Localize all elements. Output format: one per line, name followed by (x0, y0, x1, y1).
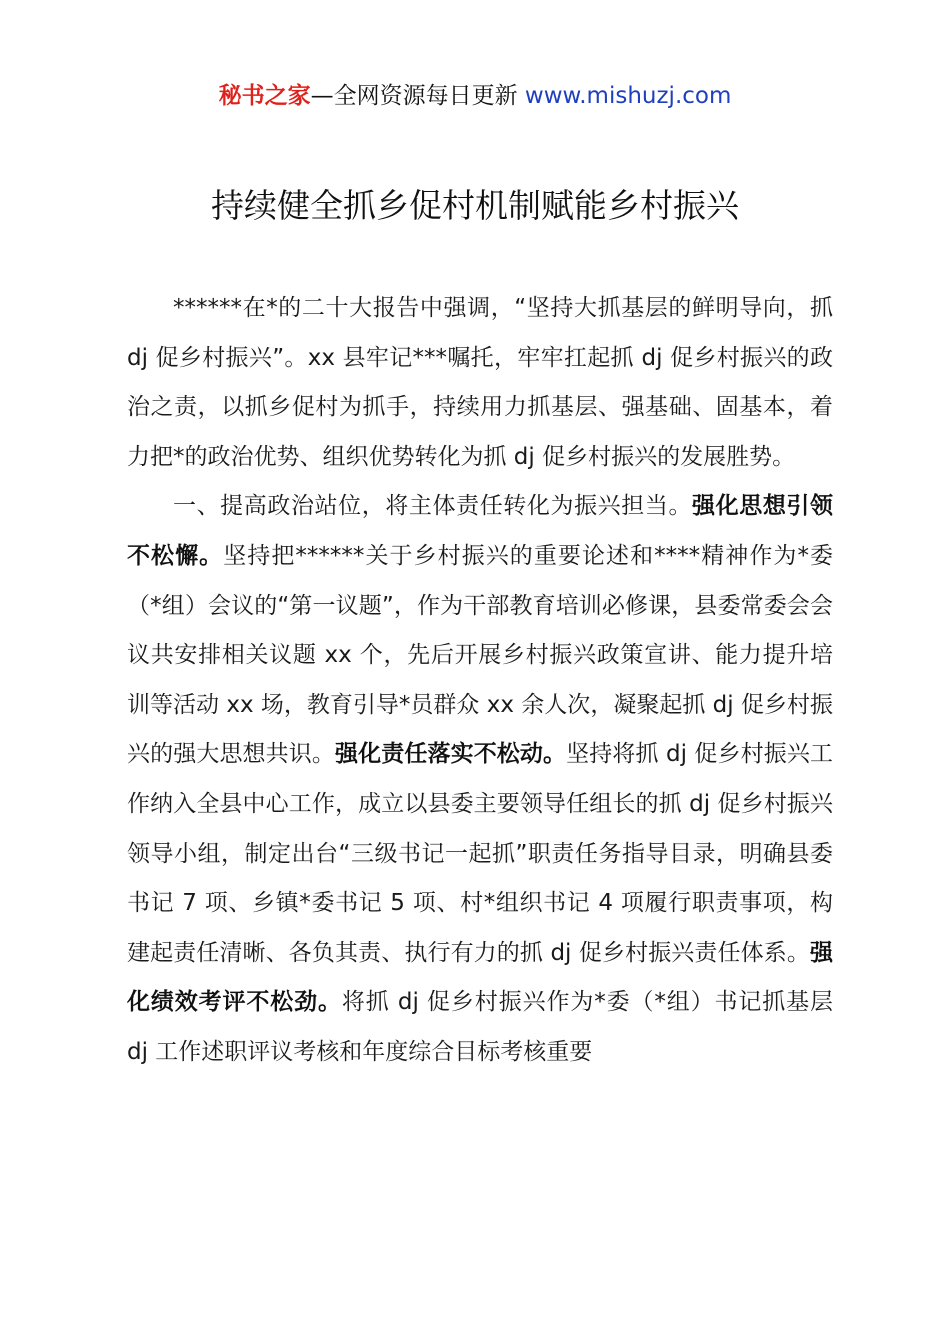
paragraph-text-segment: 坚持将抓 dj 促乡村振兴工作纳入全县中心工作，成立以县委主要领导任组长的抓 dj 促乡村振兴领导小组，制定出台“三级书记一起抓”职责任务指导目录，明确县委书记 7 项、乡镇*委书记 5 项、村*组织书记 4 项履行职责事项，构建起责任清晰、各负其责、执行有力的抓 dj 促乡村振兴责任体系。 (127, 741, 833, 966)
bold-subheading-thought-guidance: 强化思想引领不松懈。 (127, 493, 834, 569)
paragraph-text-segment: 将抓 dj 促乡村振兴作为*委（*组）书记抓基层 dj 工作述职评议考核和年度综合目标考核重要 (127, 989, 833, 1065)
site-brand-name: 秘书之家 (218, 83, 311, 109)
paragraph-section-one (127, 482, 833, 1077)
site-header-banner (0, 80, 950, 112)
bold-subheading-performance-evaluation: 强化绩效考评不松劲。 (127, 939, 833, 1016)
site-tagline: —全网资源每日更新 (310, 83, 525, 109)
document-body (127, 284, 833, 1078)
bold-subheading-responsibility: 强化责任落实不松动。 (335, 741, 567, 768)
section-heading-text: 一、提高政治站位，将主体责任转化为振兴担当。 (173, 493, 693, 520)
paragraph-intro: ******在*的二十大报告中强调，“坚持大抓基层的鲜明导向，抓 dj 促乡村振兴”。xx 县牢记***嘱托，牢牢扛起抓 dj 促乡村振兴的政治之责，以抓乡促村为抓手，持续用力抓基层、强基础、固基本，着力把*的政治优势、组织优势转化为抓 dj 促乡村振兴的发展胜势。 (127, 295, 833, 470)
site-url-link[interactable]: www.mishuzj.com (524, 83, 732, 109)
paragraph-text-segment: 坚持把******关于乡村振兴的重要论述和****精神作为*委（*组）会议的“第一议题”，作为干部教育培训必修课，县委常委会会议共安排相关议题 xx 个，先后开展乡村振兴政策宣讲、能力提升培训等活动 xx 场，教育引导*员群众 xx 余人次，凝聚起抓 dj 促乡村振兴的强大思想共识。 (127, 542, 834, 768)
document-title: 持续健全抓乡促村机制赋能乡村振兴 (211, 186, 739, 225)
